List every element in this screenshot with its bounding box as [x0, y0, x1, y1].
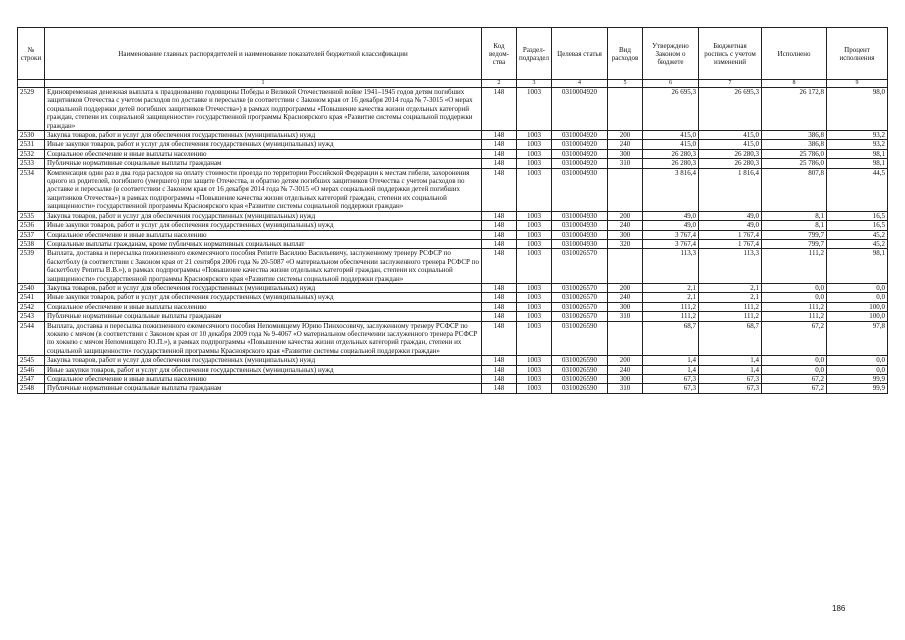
expense-type-code: 300 — [608, 230, 643, 239]
header-executed: Исполнено — [762, 28, 827, 80]
executed-amount: 67,2 — [762, 384, 827, 393]
page-number: 186 — [832, 604, 846, 613]
header-approved-by-law: Утверждено Законом о бюджете — [643, 28, 699, 80]
target-item-code: 0310004930 — [552, 211, 608, 220]
department-code: 148 — [482, 168, 517, 211]
row-number: 2536 — [18, 221, 45, 230]
schedule-amount: 1,4 — [699, 356, 762, 365]
approved-amount: 3 767,4 — [643, 230, 699, 239]
target-item-code: 0310004930 — [552, 239, 608, 248]
department-code: 148 — [482, 384, 517, 393]
execution-percent: 0,0 — [827, 365, 888, 374]
row-number: 2543 — [18, 312, 45, 321]
department-code: 148 — [482, 88, 517, 131]
execution-percent: 16,5 — [827, 211, 888, 220]
executed-amount: 26 172,8 — [762, 88, 827, 131]
section-code: 1003 — [517, 131, 552, 140]
executed-amount: 386,8 — [762, 131, 827, 140]
schedule-amount: 113,3 — [699, 249, 762, 284]
table-row — [18, 375, 888, 384]
approved-amount: 68,7 — [643, 321, 699, 356]
row-name: Социальное обеспечение и иные выплаты населению — [45, 302, 482, 311]
section-code: 1003 — [517, 159, 552, 168]
expense-type-code — [608, 321, 643, 356]
row-number: 2542 — [18, 302, 45, 311]
column-number: 3 — [517, 80, 552, 88]
executed-amount: 25 786,0 — [762, 149, 827, 158]
schedule-amount: 26 695,3 — [699, 88, 762, 131]
executed-amount: 0,0 — [762, 283, 827, 292]
row-number: 2538 — [18, 239, 45, 248]
approved-amount: 26 695,3 — [643, 88, 699, 131]
expense-type-code: 310 — [608, 312, 643, 321]
section-code: 1003 — [517, 221, 552, 230]
row-number: 2545 — [18, 356, 45, 365]
row-number: 2540 — [18, 283, 45, 292]
row-name: Социальное обеспечение и иные выплаты населению — [45, 230, 482, 239]
row-name: Закупка товаров, работ и услуг для обеспечения государственных (муниципальных) нужд — [45, 131, 482, 140]
row-name: Публичные нормативные социальные выплаты гражданам — [45, 159, 482, 168]
executed-amount: 111,2 — [762, 312, 827, 321]
department-code: 148 — [482, 249, 517, 284]
schedule-amount: 26 280,3 — [699, 149, 762, 158]
section-code: 1003 — [517, 239, 552, 248]
execution-percent: 93,2 — [827, 131, 888, 140]
row-number: 2533 — [18, 159, 45, 168]
execution-percent: 98,1 — [827, 159, 888, 168]
execution-percent: 98,0 — [827, 88, 888, 131]
column-number: 9 — [827, 80, 888, 88]
approved-amount: 3 767,4 — [643, 239, 699, 248]
row-name: Публичные нормативные социальные выплаты гражданам — [45, 312, 482, 321]
target-item-code: 0310004920 — [552, 88, 608, 131]
expense-type-code: 240 — [608, 365, 643, 374]
row-number: 2530 — [18, 131, 45, 140]
row-name: Выплата, доставка и пересылка пожизненного ежемесячного пособия Непомнящему Юрию Пинхосовичу, заслуженному тренеру РСФСР по хоккею с мячом (в соответствии с Законом края от 10 декабря 2009 года № 9-4067 «О материальном обеспечении заслуженного тренера РСФСР по хоккею с мячом Непомнящего Ю.П.»), в рамках подпрограммы «Повышение качества жизни отдельных категорий граждан, степени их социальной защищенности» государственной программы Красноярского края «Развитие системы социальной поддержки граждан» — [45, 321, 482, 356]
execution-percent: 0,0 — [827, 356, 888, 365]
row-name: Публичные нормативные социальные выплаты гражданам — [45, 384, 482, 393]
department-code: 148 — [482, 302, 517, 311]
section-code: 1003 — [517, 140, 552, 149]
header-target-item: Целевая статья — [552, 28, 608, 80]
target-item-code: 0310004920 — [552, 149, 608, 158]
table-row — [18, 168, 888, 211]
target-item-code: 0310004920 — [552, 159, 608, 168]
table-row — [18, 230, 888, 239]
row-number: 2535 — [18, 211, 45, 220]
row-number: 2537 — [18, 230, 45, 239]
execution-percent: 45,2 — [827, 239, 888, 248]
execution-percent: 100,0 — [827, 302, 888, 311]
target-item-code: 0310026570 — [552, 249, 608, 284]
header-row-number: № строки — [18, 28, 45, 80]
department-code: 148 — [482, 211, 517, 220]
approved-amount: 2,1 — [643, 283, 699, 292]
approved-amount: 415,0 — [643, 131, 699, 140]
column-number: 1 — [45, 80, 482, 88]
expense-type-code: 200 — [608, 211, 643, 220]
expense-type-code: 240 — [608, 140, 643, 149]
header-expense-type: Вид расходов — [608, 28, 643, 80]
table-row — [18, 356, 888, 365]
target-item-code: 0310026590 — [552, 375, 608, 384]
column-number: 5 — [608, 80, 643, 88]
executed-amount: 8,1 — [762, 211, 827, 220]
schedule-amount: 2,1 — [699, 283, 762, 292]
executed-amount: 799,7 — [762, 230, 827, 239]
table-row — [18, 131, 888, 140]
approved-amount: 49,0 — [643, 211, 699, 220]
table-row — [18, 283, 888, 292]
header-department-code: Код ведом-ства — [482, 28, 517, 80]
execution-percent: 99,9 — [827, 375, 888, 384]
department-code: 148 — [482, 140, 517, 149]
department-code: 148 — [482, 321, 517, 356]
department-code: 148 — [482, 365, 517, 374]
execution-percent: 45,2 — [827, 230, 888, 239]
row-number: 2531 — [18, 140, 45, 149]
table-row — [18, 384, 888, 393]
row-number: 2529 — [18, 88, 45, 131]
row-name: Социальное обеспечение и иные выплаты населению — [45, 375, 482, 384]
schedule-amount: 67,3 — [699, 384, 762, 393]
row-number: 2534 — [18, 168, 45, 211]
row-number: 2547 — [18, 375, 45, 384]
schedule-amount: 68,7 — [699, 321, 762, 356]
approved-amount: 1,4 — [643, 365, 699, 374]
section-code: 1003 — [517, 365, 552, 374]
row-name: Закупка товаров, работ и услуг для обеспечения государственных (муниципальных) нужд — [45, 211, 482, 220]
target-item-code: 0310004920 — [552, 131, 608, 140]
column-numbers-row — [18, 80, 888, 88]
row-name: Компенсация один раз в два года расходов на оплату стоимости проезда по территории Российской Федерации к местам гибели, захоронения одного из родителей, погибшего (умершего) при защите Отечества, и обратно детям погибших защитников Отечества с учетом расходов по доставке и пересылке (в соответствии с Законом края от 16 декабря 2014 года № 7-3015 «О мерах социальной поддержки детей погибших защитников Отечества») в рамках подпрограммы «Повышение качества жизни отдельных категорий граждан, степени их социальной защищенности» государственной программы Красноярского края «Развитие системы социальной поддержки граждан» — [45, 168, 482, 211]
approved-amount: 113,3 — [643, 249, 699, 284]
executed-amount: 0,0 — [762, 356, 827, 365]
target-item-code: 0310026590 — [552, 356, 608, 365]
column-number — [18, 80, 45, 88]
row-name: Иные закупки товаров, работ и услуг для обеспечения государственных (муниципальных) нужд — [45, 140, 482, 149]
department-code: 148 — [482, 312, 517, 321]
target-item-code: 0310026590 — [552, 365, 608, 374]
expense-type-code: 300 — [608, 302, 643, 311]
execution-percent: 98,1 — [827, 249, 888, 284]
execution-percent: 93,2 — [827, 140, 888, 149]
table-row — [18, 293, 888, 302]
executed-amount: 8,1 — [762, 221, 827, 230]
executed-amount: 111,2 — [762, 302, 827, 311]
column-number: 6 — [643, 80, 699, 88]
section-code: 1003 — [517, 302, 552, 311]
section-code: 1003 — [517, 168, 552, 211]
row-name: Закупка товаров, работ и услуг для обеспечения государственных (муниципальных) нужд — [45, 356, 482, 365]
schedule-amount: 111,2 — [699, 312, 762, 321]
header-name: Наименование главных распорядителей и наименование показателей бюджетной классификации — [45, 28, 482, 80]
column-number: 7 — [699, 80, 762, 88]
expense-type-code: 300 — [608, 149, 643, 158]
executed-amount: 67,2 — [762, 375, 827, 384]
header-section: Раздел-подраздел — [517, 28, 552, 80]
table-row — [18, 321, 888, 356]
target-item-code: 0310026570 — [552, 283, 608, 292]
schedule-amount: 415,0 — [699, 140, 762, 149]
schedule-amount: 1,4 — [699, 365, 762, 374]
target-item-code: 0310026570 — [552, 312, 608, 321]
section-code: 1003 — [517, 88, 552, 131]
budget-table — [17, 27, 888, 394]
approved-amount: 111,2 — [643, 302, 699, 311]
section-code: 1003 — [517, 312, 552, 321]
table-row — [18, 365, 888, 374]
executed-amount: 111,2 — [762, 249, 827, 284]
header-budget-schedule: Бюджетная роспись с учетом изменений — [699, 28, 762, 80]
target-item-code: 0310004930 — [552, 230, 608, 239]
expense-type-code: 240 — [608, 293, 643, 302]
executed-amount: 807,8 — [762, 168, 827, 211]
section-code: 1003 — [517, 321, 552, 356]
execution-percent: 16,5 — [827, 221, 888, 230]
department-code: 148 — [482, 293, 517, 302]
schedule-amount: 67,3 — [699, 375, 762, 384]
section-code: 1003 — [517, 384, 552, 393]
expense-type-code: 200 — [608, 356, 643, 365]
table-row — [18, 88, 888, 131]
executed-amount: 0,0 — [762, 293, 827, 302]
row-name: Закупка товаров, работ и услуг для обеспечения государственных (муниципальных) нужд — [45, 283, 482, 292]
department-code: 148 — [482, 159, 517, 168]
approved-amount: 3 816,4 — [643, 168, 699, 211]
table-row — [18, 221, 888, 230]
table-row — [18, 302, 888, 311]
approved-amount: 2,1 — [643, 293, 699, 302]
target-item-code: 0310004930 — [552, 221, 608, 230]
executed-amount: 0,0 — [762, 365, 827, 374]
approved-amount: 26 280,3 — [643, 149, 699, 158]
approved-amount: 111,2 — [643, 312, 699, 321]
row-number: 2539 — [18, 249, 45, 284]
executed-amount: 67,2 — [762, 321, 827, 356]
approved-amount: 67,3 — [643, 375, 699, 384]
department-code: 148 — [482, 221, 517, 230]
target-item-code: 0310004930 — [552, 168, 608, 211]
approved-amount: 1,4 — [643, 356, 699, 365]
target-item-code: 0310004920 — [552, 140, 608, 149]
section-code: 1003 — [517, 375, 552, 384]
row-name: Социальное обеспечение и иные выплаты населению — [45, 149, 482, 158]
schedule-amount: 111,2 — [699, 302, 762, 311]
execution-percent: 0,0 — [827, 283, 888, 292]
approved-amount: 415,0 — [643, 140, 699, 149]
table-body — [18, 88, 888, 394]
schedule-amount: 1 767,4 — [699, 239, 762, 248]
execution-percent: 99,9 — [827, 384, 888, 393]
expense-type-code: 200 — [608, 283, 643, 292]
department-code: 148 — [482, 356, 517, 365]
section-code: 1003 — [517, 283, 552, 292]
target-item-code: 0310026570 — [552, 302, 608, 311]
schedule-amount: 1 816,4 — [699, 168, 762, 211]
expense-type-code: 300 — [608, 375, 643, 384]
department-code: 148 — [482, 230, 517, 239]
executed-amount: 25 786,0 — [762, 159, 827, 168]
expense-type-code: 310 — [608, 384, 643, 393]
row-number: 2548 — [18, 384, 45, 393]
execution-percent: 44,5 — [827, 168, 888, 211]
row-number: 2546 — [18, 365, 45, 374]
header-row — [18, 28, 888, 80]
expense-type-code: 320 — [608, 239, 643, 248]
budget-execution-sheet — [17, 27, 887, 394]
schedule-amount: 26 280,3 — [699, 159, 762, 168]
table-row — [18, 211, 888, 220]
expense-type-code — [608, 249, 643, 284]
row-name: Социальные выплаты гражданам, кроме публичных нормативных социальных выплат — [45, 239, 482, 248]
section-code: 1003 — [517, 230, 552, 239]
expense-type-code — [608, 88, 643, 131]
column-number: 4 — [552, 80, 608, 88]
target-item-code: 0310026590 — [552, 321, 608, 356]
row-name: Иные закупки товаров, работ и услуг для обеспечения государственных (муниципальных) нужд — [45, 293, 482, 302]
department-code: 148 — [482, 149, 517, 158]
schedule-amount: 2,1 — [699, 293, 762, 302]
expense-type-code — [608, 168, 643, 211]
row-number: 2532 — [18, 149, 45, 158]
execution-percent: 98,1 — [827, 149, 888, 158]
column-number: 2 — [482, 80, 517, 88]
approved-amount: 67,3 — [643, 384, 699, 393]
row-name: Выплата, доставка и пересылка пожизненного ежемесячного пособия Репите Василию Васильевичу, заслуженному тренеру РСФСР по баскетболу (в соответствии с Законом края от 21 сентября 2006 года № 20-5087 «О материальном обеспечении заслуженного тренера РСФСР по баскетболу Репиты В.В.»), в рамках подпрограммы «Повышение качества жизни отдельных категорий граждан, степени их социальной защищенности» государственной программы Красноярского края «Развитие системы социальной поддержки граждан» — [45, 249, 482, 284]
expense-type-code: 240 — [608, 221, 643, 230]
executed-amount: 386,8 — [762, 140, 827, 149]
expense-type-code: 310 — [608, 159, 643, 168]
executed-amount: 799,7 — [762, 239, 827, 248]
schedule-amount: 415,0 — [699, 131, 762, 140]
department-code: 148 — [482, 283, 517, 292]
department-code: 148 — [482, 131, 517, 140]
target-item-code: 0310026590 — [552, 384, 608, 393]
row-name: Иные закупки товаров, работ и услуг для обеспечения государственных (муниципальных) нужд — [45, 221, 482, 230]
execution-percent: 100,0 — [827, 312, 888, 321]
row-name: Иные закупки товаров, работ и услуг для обеспечения государственных (муниципальных) нужд — [45, 365, 482, 374]
section-code: 1003 — [517, 211, 552, 220]
execution-percent: 97,8 — [827, 321, 888, 356]
column-number: 8 — [762, 80, 827, 88]
table-row — [18, 149, 888, 158]
department-code: 148 — [482, 239, 517, 248]
schedule-amount: 49,0 — [699, 221, 762, 230]
section-code: 1003 — [517, 356, 552, 365]
row-name: Единовременная денежная выплата к празднованию годовщины Победы в Великой Отечественной войне 1941–1945 годов детям погибших защитников Отечества с учетом расходов по доставке и пересылке (в соответствии с Законом края от 16 декабря 2014 года № 7-3015 «О мерах социальной поддержки детей погибших защитников Отечества») в рамках подпрограммы «Повышение качества жизни отдельных категорий граждан, степени их социальной защищенности» государственной программы Красноярского края «Развитие системы социальной поддержки граждан» — [45, 88, 482, 131]
table-row — [18, 239, 888, 248]
target-item-code: 0310026570 — [552, 293, 608, 302]
section-code: 1003 — [517, 149, 552, 158]
table-row — [18, 159, 888, 168]
table-row — [18, 140, 888, 149]
table-row — [18, 312, 888, 321]
schedule-amount: 49,0 — [699, 211, 762, 220]
table-row — [18, 249, 888, 284]
approved-amount: 49,0 — [643, 221, 699, 230]
section-code: 1003 — [517, 293, 552, 302]
execution-percent: 0,0 — [827, 293, 888, 302]
schedule-amount: 1 767,4 — [699, 230, 762, 239]
row-number: 2541 — [18, 293, 45, 302]
expense-type-code: 200 — [608, 131, 643, 140]
header-execution-percent: Процент исполнения — [827, 28, 888, 80]
row-number: 2544 — [18, 321, 45, 356]
department-code: 148 — [482, 375, 517, 384]
section-code: 1003 — [517, 249, 552, 284]
approved-amount: 26 280,3 — [643, 159, 699, 168]
